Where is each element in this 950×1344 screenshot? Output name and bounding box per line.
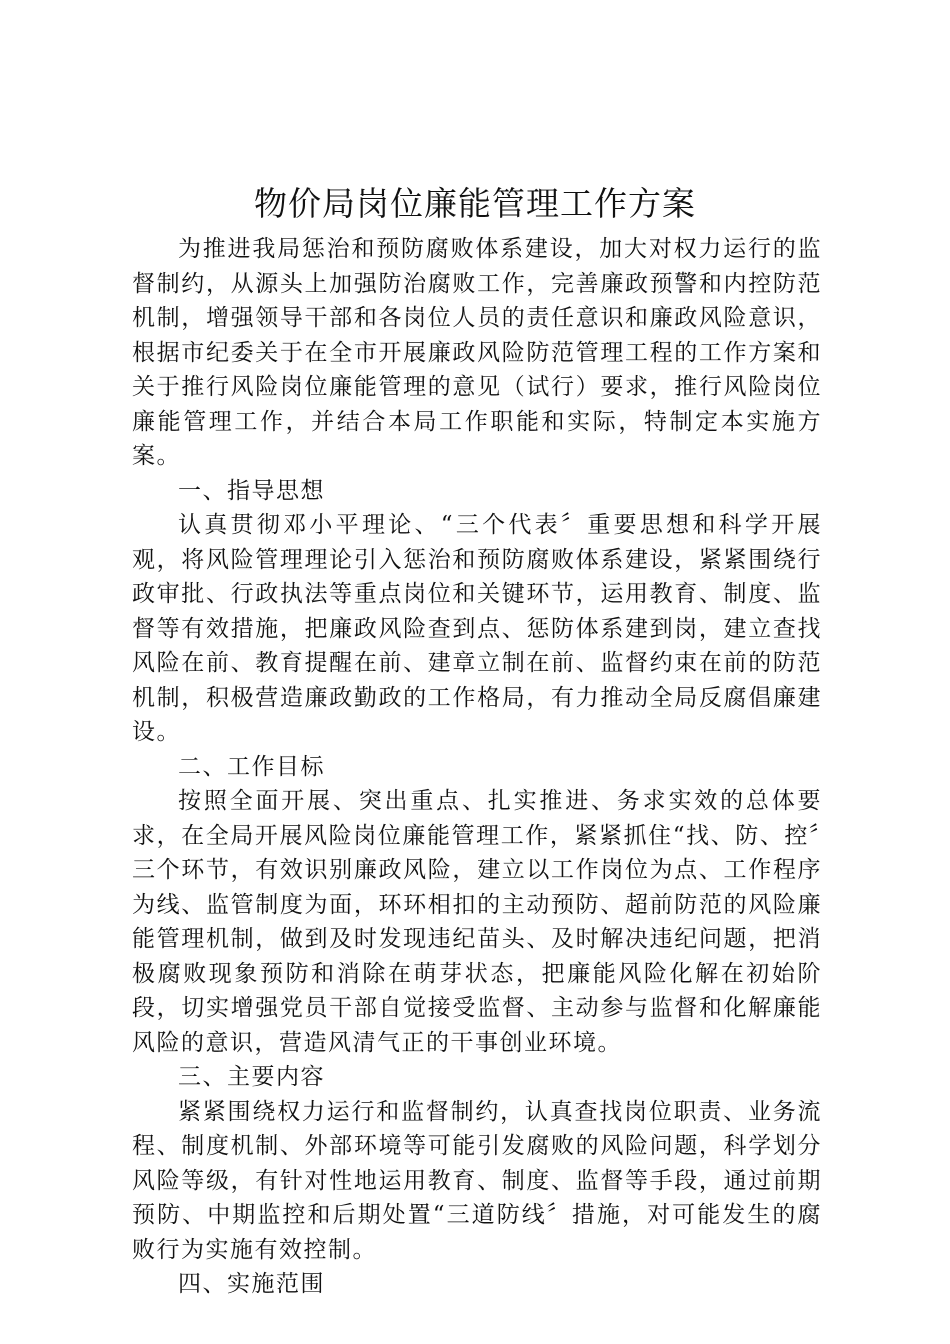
intro-paragraph: 为推进我局惩治和预防腐败体系建设，加大对权力运行的监督制约，从源头上加强防治腐败工作，完善廉政预警和内控防范机制，增强领导干部和各岗位人员的责任意识和廉政风险意识，根据市纪委关于在全市开展廉政风险防范管理工程的工作方案和关于推行风险岗位廉能管理的意见（试行）要求，推行风险岗位廉能管理工作，并结合本局工作职能和实际，特制定本实施方案。 — [132, 236, 822, 469]
section-paragraph-main-content: 紧紧围绕权力运行和监督制约，认真查找岗位职责、业务流程、制度机制、外部环境等可能引发腐败的风险问题，科学划分风险等级，有针对性地运用教育、制度、监督等手段，通过前期预防、中期监控和后期处置“三道防线〞措施，对可能发生的腐败行为实施有效控制。 — [132, 1098, 822, 1263]
section-heading-work-goals: 二、工作目标 — [178, 753, 325, 780]
section-heading-guiding-ideology: 一、指导思想 — [178, 477, 325, 504]
section-paragraph-work-goals: 按照全面开展、突出重点、扎实推进、务求实效的总体要求，在全局开展风险岗位廉能管理工作，紧紧抓住“找、防、控〞三个环节，有效识别廉政风险，建立以工作岗位为点、工作程序为线、监管制度为面，环环相扣的主动预防、超前防范的风险廉能管理机制，做到及时发现违纪苗头、及时解决违纪问题，把消极腐败现象预防和消除在萌芽状态，把廉能风险化解在初始阶段，切实增强党员干部自觉接受监督、主动参与监督和化解廉能风险的意识，营造风清气正的干事创业环境。 — [132, 788, 822, 1056]
document-body — [132, 232, 822, 1302]
section-heading-implementation-scope: 四、实施范围 — [178, 1271, 325, 1297]
document-title: 物价局岗位廉能管理工作方案 — [254, 184, 696, 223]
section-paragraph-guiding-ideology: 认真贯彻邓小平理论、“三个代表〞重要思想和科学开展观，将风险管理理论引入惩治和预防腐败体系建设，紧紧围绕行政审批、行政执法等重点岗位和关键环节，运用教育、制度、监督等有效措施，把廉政风险查到点、惩防体系建到岗，建立查找风险在前、教育提醒在前、建章立制在前、监督约束在前的防范机制，积极营造廉政勤政的工作格局，有力推动全局反腐倡廉建设。 — [132, 512, 822, 745]
section-heading-main-content: 三、主要内容 — [178, 1064, 325, 1090]
